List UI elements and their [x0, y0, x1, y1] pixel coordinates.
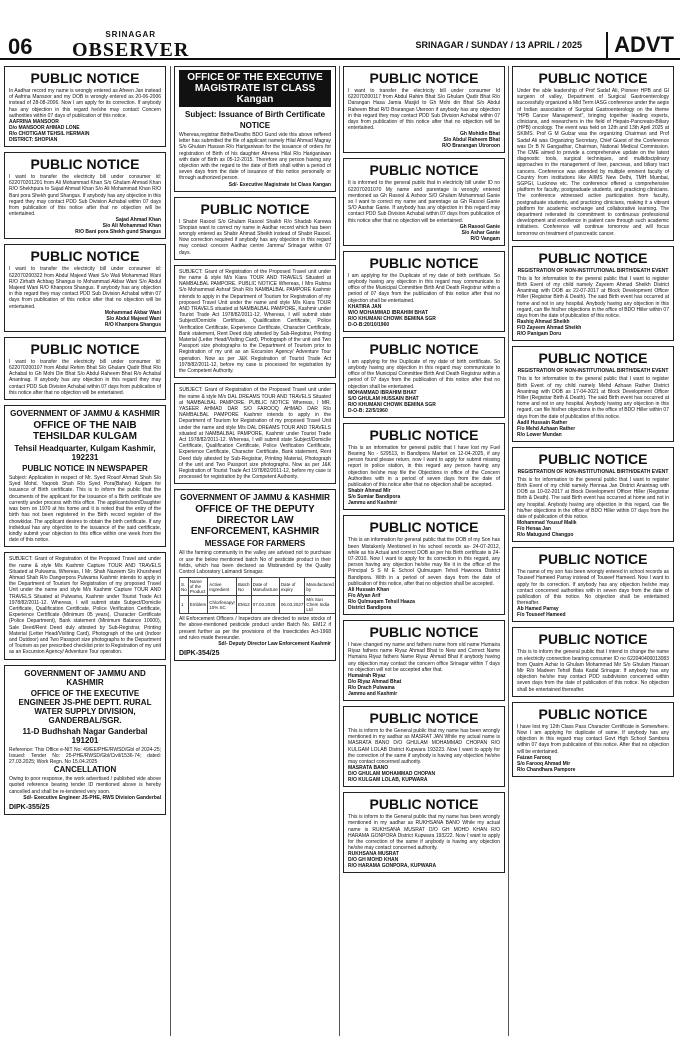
column-2 — [174, 66, 336, 1036]
table-header-cell: S. No — [180, 578, 189, 596]
notice-title: PUBLIC NOTICE — [538, 450, 648, 467]
table-header-cell: Active Ingredient — [208, 578, 237, 596]
notice-title: PUBLIC NOTICE — [369, 709, 479, 726]
masthead — [0, 0, 680, 60]
table-cell: Emblem — [188, 596, 208, 614]
notice-title: PUBLIC NOTICE — [369, 519, 479, 536]
pesticide-table — [179, 577, 336, 614]
notice-body: The name of my son has been wrongly entered in school records as Touseef Hameed Parray instead of Touseef Hameed. Now I want to apply for its correction. If anybody has any objection he/she may contact concerned authorities with in seven days from the date of publication of this notice. No objection shall be entertained thereafter. — [517, 569, 669, 607]
notice-body: I want to transfer the electricity bill under consumer Id 622070200117 from Abdul Rahim Bhat S/o Ghulam Qadir Bhat R/o Darangan Hasa Jamia Masjid to Gh Mohi din Bhat S/o Abdul Raheem Bhat R/O Brarangan Uteroon if anybody has any objection in this regard they may contact PDD Sub Division Achabal within 07 days from publication of this notice after that no objection will be entertained. — [348, 88, 500, 132]
notice-subtitle: REGISTRATION OF NON-INSTITUTIONAL BIRTH/DEATH EVENT — [517, 267, 669, 274]
notice-signature: RUKHSANA MUSRAT D/O GH MOHD KHAN R/O HARAMA GONPORA, KUPWARA — [348, 851, 437, 870]
notice-header: GOVERNMENT OF JAMMU AND KASHMIR — [24, 668, 146, 687]
table-header-row — [180, 578, 336, 596]
notice-body: SUBJECT: Grant of Registration of the Proposed Travel unit under the name & style M/s DAL DREAMS TOUR AND TRAVELS Situated at NAMBALBAL PAMPORE. PUBLIC NOTICE Whereas, I MR. YASEER AHMAD DAR S/O FAROOQ AHMAD DAR R/o NAMBALBAL PAMPORE Kashmir intends to apply in the Department of Tourism for Registration of my proposed Travel Unit under the name and style M/s DAL DREAMS TOUR AND TRAVELS situated at NAMBALBAL PAMPORE, Kashmir under Tourist Trade Act 1978/82/2011-12. Whereas, I will submit state Subject/Domicile Certificate, Qualification Certificate, Police Verification Certificate, Experience Certificate, Character Certificate, Bank statement, Rent Deed duly attested by Sub-Registrar, Printing Material, Photograph of the unit and Two Passport size photographs. Now as per J&K Registration of Tourist Trade Act 1978/82/2011-12, before my case is processed for registration by the Competent Authority. — [179, 387, 331, 481]
notice-body: SUBJECT: Grant of Registration of the Proposed Travel and under the name & style M/s Kashmir Capture TOUR AND TRAVELS Situated at Pulwama. Whereas, I Mr. Shah Nazeem S/o Khursheed Ahmad Shah R/o Dangerpora Pulwama Kashmir intends to apply in the Department of Tourism for Registration of my proposed Travel Unit under the name and style M/s Kashmir Capture TOUR AND TRAVELS Situated at Pulwama, Kashmir under Tourist Trade Act 1978/82/2011-12. Whereas, I will submit state Subject/Domicile Certificate, Qualification Certificate, Police Verification Certificate, Experience Certificate (Minimum 05 years), Character Certificate (Police Department), Bank statement (Minimum Balance 10000), Sale Deed/Rent Deed duly attested by Sub-Registrar, Printing Material (Letter Head/Visiting Card), Photograph of the unit (Indoor and Outdoor) and Two Passport size photographs to the Department of Tourism as per prescribed checklist prior to Registration of my unit as an Excursion Agency/ Adventure Tour operation. — [9, 556, 161, 656]
magistrate-notice — [174, 66, 336, 192]
travel-registration-notice — [174, 383, 336, 484]
office-name: OFFICE OF THE EXECUTIVE ENGINEER JS-PHE DEPTT. RURAL WATER SUPPLY DIVISION, GANDERBAL/SGR. — [18, 688, 152, 725]
notice-body: This is for information to the general public that I want to register Birth Event of my child namely Zayeem Ahmad Sheikh District Anantnag with DOB as 22-07-2017 at Block Development Officer Hiller (Registrar Birth & Death). The said Birth event has occurred at home and not in any hospital. Anybody having any objection in this regard, can file his/her objections in the office of BDO Hiller within 07 days from the date of publication of this notice. — [517, 275, 669, 320]
column-divider — [170, 66, 171, 1036]
notice-subtitle: REGISTRATION OF NON-INSTITUTIONAL BIRTH/DEATH EVENT — [517, 368, 669, 375]
office-address: Tehsil Headquarter, Kulgam Kashmir, 192231 — [14, 444, 156, 463]
table-cell: Chlorfenapyr 10% SC — [208, 596, 237, 614]
notice-body: SUBJECT: Grant of Registration of the Proposed Travel unit under the name & style M/s Kiara TOUR AND TRAVELS Situated at NAMBALBAL PAMPORE. PUBLIC NOTICE Whereas, I Mrs Rubina S/o Mohammad Ashraf Shah R/o NAMBALBAL PAMPORE Kashmir intends to apply in the Department of Tourism for Registration of my proposed Travel Unit under the name and style M/s Kiara TOUR AND TRAVELS situated at NAMBALBAL PAMPORE, Kashmir under Tourist Trade Act 1978/82/2011-12. Whereas, I will submit state Subject/Domicile Certificate, Qualification Certificate, Police Verification Certificate, Experience Certificate, Character Certificate, Bank statement, Rent Deed duly attested by Sub-Registrar, Printing Material (Letter Head/Visiting Card), Photograph of the unit and Two Passport size photographs to the Department of Tourism prior to Registration of my unit as an Excursion Agency/ Adventure Tour operation. Now as per J&K Registration of Tourist Trade Act 1978/82/2011-12, before my case is processed for registration by the Competent Authority. — [179, 268, 331, 375]
public-notice — [512, 246, 674, 341]
office-name: OFFICE OF THE DEPUTY DIRECTOR LAW ENFORCEMENT, KASHMIR — [190, 504, 320, 538]
notice-body: This is for information to the general public that I want to register Birth Event of my child namely Hennaa Jan District Anantnag with DOB as 10-02-2017 at Block Development Officer Hiller (Registrar Birth & Death). The said Birth event has occurred at home and not in any hospital. Anybody having any objection in this regard, can file his/her objections in the office of BDO Hiller within 07 days from the date of publication of this notice. — [517, 476, 669, 520]
table-header-cell: Date of Manufacture — [251, 578, 279, 596]
office-name: OFFICE OF THE EXECUTIVE MAGISTRATE IST CLASS Kangan — [179, 70, 331, 107]
notice-signature: Sd/- Executive Engineer JS-PHE, RWS Division Ganderbal — [23, 794, 161, 801]
notice-title: PUBLIC NOTICE — [538, 70, 648, 86]
notice-signature: MOHAMMAD IBRAHIM BHAT S/O GHULAM HUSSAIN BHAT R/O KHUMANI CHOWK BEMINA SGR D-O-B: 22/5/1960 — [348, 389, 436, 414]
column-divider — [508, 66, 509, 1036]
public-notice — [343, 251, 505, 332]
notice-body: This is an information for general public that the DOB of my Son has been Mistakenly Mentioned in his school records as- 24-07-2012, while as his Actual and correct DOB as per his Birth certificate is 24-07-2010. Now I want to apply for its correction in this regard, any person having any objection he/she may file it in the office of the Principal S S M E School Qulmuqam Tehsil Hawoora District Bandipora. With in a period of seven days from the date of publication of this notice, after that no objection shall be accepted. — [348, 537, 500, 587]
notice-body: This is inform to the General public that my name has been wrongly mentioned in my aadhar as RUKHSANA BANO While my actual name is RUKHSANA MUSRAT D/O GH MOHD KHAN R/O HARAMA GONPORA District Kupwara 193222. Now I want to apply for the correction of the same if anybody is having any objection he/she may contact concerned authority. — [348, 814, 500, 852]
notice-signature: Shabir Ahmad Mir S/o Sumiar Bandipora Jammu and Kashmir — [348, 488, 401, 507]
notice-signature: Ab Hamed Parray F/o Touseef Hameed — [517, 606, 566, 619]
notice-signature: Humairah Riyaz D/o Riyaz Ahmad Bhat R/o Drach Pulwama Jammu and Kashmir — [348, 672, 402, 697]
public-notice — [343, 792, 505, 873]
notice-signature: Rashiq Ahmad Sheikh F/O Zayeem Ahmad Sheikh R/O Panigam Doru — [517, 319, 582, 338]
notice-body: I Shabir Rasool S/o Ghulam Rasool Shaikh R/o Shadab Karewa Shopian want to correct my name in Aadhar record which has been wrongly entered as Shabir Ahmad Sheikh instead of Shabir Rasool. Now correction required if anybody has any objection in this regard may contact concern Aadhar centre Jammu/ Srinagar within 07 days. — [179, 218, 331, 256]
table-row — [180, 596, 336, 614]
notice-body: Owing to poor response, the work advertised / published vide above quoted reference bearing tender ID mentioned above is hereby cancelled and shall be re-tendered very soon. — [9, 776, 161, 795]
notice-body: It is informed to the general public that in electricity bill under ID no 622070201070 My name and parentage is wrongly entered mentioned as Gh Rasool & Ashoor S/O Ghulam Mohammad Ganie so I want to correct my name and parentage as Gh Rasool Ganie S/O Aashar Ganie. If anybody has any objection in this regard may contact PDD Sub Division Achabal within 07 days from publication of this notice after that no objection will be entertained. — [348, 180, 500, 224]
notice-body: I want to transfer the electricity bill under consumer id: 622070201201 from Ali Mohammad Khan S/o Ghulam Ahmad Khan R/O Shekhpura to Sajad Ahmad Khan S/o Ali Mohammad Khan R/O Bani pora Shekh gund Shangus. If anybody has any objection in this regard they may contact PDD Sub Division Achabal within 07 days from publication of this notice after that no objection will be entertained. — [9, 174, 161, 218]
notice-signature: Mohammad Yousuf Malik F/o Henaa Jan R/o Matugund Changpo — [517, 520, 577, 539]
notice-body: All the farming community in the valley are advised not to purchase or use the below mentioned batch No of pesticide product in their fields, which has been declared as Misbranded by the Quality Control Laboratory Lalmandi Srinagar. — [179, 550, 331, 575]
column-divider — [339, 66, 340, 1036]
table-cell: 1 — [180, 596, 189, 614]
public-notice — [343, 515, 505, 615]
section-label: ADVT — [606, 32, 674, 58]
notice-body: I want to transfer the electricity bill under consumer id: 622070200107 from Abdul Rehim Bhat S/o Ghulam Qadir Bhat R/o Achabal to Gh Mohi Din Bhat S/o Abdul Raheem Bhat R/o Achabal Anantnag. If anybody has any objection in this regard they may contact PDD Sub Division Achabal within 07 days from publication of this notice after that no objection will be entertained. — [9, 358, 161, 396]
notice-body: All Enforcement Officers / Inspectors are directed to seize stocks of the above-mentioned pesticide product under Batch No. EM12 if present further as per the provisions of the Insecticides Act-1968 and rules made thereunder. — [179, 616, 331, 641]
notice-body: This is inform to the General public that my name has been wrongly mentioned in my aadhar as MASRAT JAN While my actual name is MASRATA BANO D/O GHULAM MOHAMMAD CHOPAN R/O KULGAM LOLAB District Kupwara 193223. Now I want to apply for the correction of the same if anybody is having any objection he/she may contact concerned authority. — [348, 727, 500, 765]
notice-signature: KHATIRA JAN W/O MOHAMMAD IBRAHIM BHAT R/O KHUMANI CHOWK BEMINA SGR D-O-B:20/10/1960 — [348, 303, 436, 328]
notice-signature: Sd/- Executive Magistrate Ist Class Kangan — [228, 181, 331, 188]
dipk-number: DIPK-354/25 — [179, 649, 220, 657]
notice-signature: Ali Hussain Khan F/o Afyan Arif R/o Qulmuqam Tehsil Haaza District Bandipora — [348, 586, 415, 611]
notice-title: PUBLIC NOTICE — [369, 426, 479, 443]
office-address: 11-D Budhshah Nagar Ganderbal 191201 — [22, 726, 148, 745]
travel-registration-notice — [174, 265, 336, 378]
government-notice — [4, 665, 166, 815]
logo-city: SRINAGAR — [105, 30, 156, 39]
notice-reference: Reference: This Office e-NIT No: 49/EE/PHE/RWSD/Gbl of 2024-25; Issued: Tender No: 25-PHE/RWSD/Gbl/Civil/1536-74; dated: 27.03.2025; Work Regn. No 15.04.2025 — [9, 746, 161, 765]
notice-title: PUBLIC NOTICE — [30, 156, 140, 173]
notice-title: PUBLIC NOTICE — [30, 340, 140, 357]
notice-signature: Sd/- Deputy Director Law Enforcement Kashmir — [218, 640, 331, 647]
public-notice — [512, 66, 674, 241]
public-notice — [4, 66, 166, 147]
notice-signature: Sajad Ahmad Khan S/o Ali Mohammad Khan R/O Bani pora Shekh gund Shangus — [75, 217, 161, 236]
notice-title: PUBLIC NOTICE — [369, 254, 479, 271]
notice-signature: Aadil Hussain Rather F/o Mehd Azhaan Rather R/o Lower Mundan — [517, 419, 576, 438]
notice-title: PUBLIC NOTICE — [538, 350, 648, 367]
notice-signature: AAFRINA MANSOOR D/o MANSOOR AHMAD LONE R/o CHOTIGAM TEHSIL HERMAIN DISTRICT: SHOPIAN — [9, 119, 90, 144]
public-notice — [343, 158, 505, 245]
public-notice — [512, 702, 674, 777]
table-header-cell: Date of expiry — [279, 578, 305, 596]
newspaper-logo — [72, 30, 189, 62]
notice-header: GOVERNMENT OF JAMMU & KASHMIR — [10, 409, 160, 419]
notice-body: I am applying for the Duplicate of my date of birth certificate. So anybody having any objection in this regard may communicate to office of the Municipal Committee Birth And Death Registrar within a period of 07 days from the publication of this notice after that no objection shall be entertained. — [348, 272, 500, 304]
notice-title: PUBLIC NOTICE — [538, 551, 648, 568]
notice-title: PUBLIC NOTICE — [369, 623, 479, 640]
public-notice — [343, 620, 505, 701]
notice-subject: Subject: Issuance of Birth Certificate — [184, 110, 326, 119]
public-notice — [174, 197, 336, 260]
column-4 — [512, 66, 674, 1036]
table-cell: 07.03.2025 — [251, 596, 279, 614]
notice-title: PUBLIC NOTICE — [538, 249, 648, 266]
government-notice — [4, 405, 166, 547]
dateline: SRINAGAR / SUNDAY / 13 APRIL / 2025 — [415, 40, 582, 50]
notice-body: I have changed my name and fathers name from old name Humaira Riyaz fathers name Riyaz Ahmad Bhat to New and Correct Name Humaira Riyaz fathers Name Riyaz Ahmad Bhat if anybody having any objection may contact the concern office Srinagar within 7 days no objection will not be accepted after that. — [348, 641, 500, 673]
public-notice — [4, 337, 166, 400]
logo-name: OBSERVER — [72, 39, 190, 61]
public-notice — [343, 66, 505, 153]
notice-title: PUBLIC NOTICE — [369, 796, 479, 813]
column-1 — [4, 66, 166, 1036]
table-cell: M/s Sun Chem India Ltd — [305, 596, 336, 614]
travel-registration-notice — [4, 552, 166, 659]
notice-title: PUBLIC NOTICE — [30, 248, 140, 265]
notice-signature: MASRATA BANO D/O GHULAM MOHAMMAD CHOPAN R/O KULGAM LOLAB, KUPWARA — [348, 765, 436, 784]
public-notice — [512, 547, 674, 622]
notice-body: Under the able leadership of Prof Sadaf Ali, Pioneer HPB and GI surgeon of valley, Department of Surgical Gastroenterology successfully organized a Mid Term IASG conference under the aegis of Indian association of Surgical Gastroenterology on the theme "HPB Cancer Management", bringing together leading experts, clinicians, and researchers in the field of Hepato-Pancreato-Biliary (HPB) oncology. The event was held on 12th and 13th April 2025 at SKIMS. Prof G M Gulzar was the organizing Chairman and Prof Sadaf Ali was Organizing Secretary, Chief Guest of the Conference was Dr B N Gangadhar, Chairman, National Medical Commission. The CME aimed to provide a comprehensive update on the latest diagnostic tools, surgical techniques, and multidisciplinary approaches in the management of liver, pancreas, and biliary tract cancers. Conference was attended by multiple eminent faculty of Country from institutions like AIIMS New Delhi, TMH Mumbai, SGPGI, Lucknow etc. The conference offered a comprehensive platform for faculty, postgraduate students, and practicing clinicians. The conference witnessed active participation from faculty, postgraduate students, and practicing clinicians, making it a vibrant platform for academic exchange and collaborative learning. The department reiterated its commitment to continuous professional development and excellence in patient care through such academic initiatives. Conference will continue tomorrow and will focus tomorrow on treatment of pancreatic cancer. — [517, 88, 669, 237]
notice-title: PUBLIC NOTICE — [30, 70, 140, 86]
notice-signature: Mohammad Akbar Wani S/o Abdul Majeed Wani R/O Khanpora Shangus — [104, 309, 161, 328]
notice-body: This is for information to the general public that I want to register Birth Event of my child namely Mehd Azhaan Rather District Anantnag with DOB as 17-04-2021 at Block Development Officer Hiller (Registrar Birth & Death). The said Birth event has occurred at home and not in any hospital. Anybody having any objection in this regard, can file his/her objections in the office of BDO Hiller within 07 days from the date of publication of this notice. — [517, 376, 669, 420]
table-header-cell: Batch No — [237, 578, 252, 596]
notice-title: PUBLIC NOTICE — [200, 200, 310, 217]
notice-body: I have lost my 12th Class Pass Character Certificate in Somewhere. Now I am applying for duplicate of same. If anybody has any objection in this regard may contact Govt High School Sambora within 07 days from publication of this notice. After that no objection will be entertained. — [517, 723, 669, 755]
notice-signature: Gh Rasool Ganie S/o Ashar Ganie R/O Vangam — [459, 223, 500, 242]
notice-title: PUBLIC NOTICE — [538, 631, 648, 648]
public-notice — [512, 447, 674, 542]
public-notice — [512, 346, 674, 441]
table-header-cell: Name of the Product — [188, 578, 208, 596]
notice-body: I want to transfer the electricity bill under consumer id: 622070200322 from Abdul Majeed Wani S/o Wali Mohammad Wani R/O Zirhath Achbag Shangus to Mohammad Akbar Wani S/o Abdul Majeed Wani R/O Khanpora Shangus. If anybody has any objection in this regard they may contact PDD Sub Division Achabal within 07 days from publication of this notice after that no objection will be entertained. — [9, 266, 161, 310]
page-number: 06 — [8, 34, 33, 59]
table-cell: 06.03.2027 — [279, 596, 305, 614]
notice-body: In Aadhar record my name is wrongly entered as Afreen Jan instead of Aafrina Mansoor and my DOB is wrongly entered as 20-06-2006 instead of 28-08-2006. Now I am apply for its correction. If anybody has any objection in this regard he/she may contact Concern authorities within 07 days of publication of this notice. — [9, 88, 161, 119]
notice-subtitle: CANCELLATION — [53, 765, 117, 775]
notice-title: PUBLIC NOTICE — [369, 340, 479, 357]
notice-body: I am applying for the Duplicate of my date of birth certificate. So anybody having any objection in this regard may communicate to office of the Municipal Committee Birth And Death Registrar within a period of 07 days from the publication of this notice after that no objection shall be entertained. — [348, 358, 500, 390]
notice-body: Subject: Application in respect of Mr. Syed Rouof Ahmad Shah S/o Syed Mohd. Yaqoob Shah R/o Syed Pora(Bahar) Kulgam for issuance of Birth certificate. This is to inform the public that the documents of the applicant for the issuance of a Birth certificate are currently under process with this office. The applicants/son/Daughter was born on 1970 at his home and it is noted that the entry of the birth has not been registered in the Birth record register of the chowkidar. The applicant desires to obtain the birth certificate. If any individual has any objection to the issuance of the said certificate, kindly submit your objection to this office within one week from the date of this notice. — [9, 475, 161, 544]
notice-subtitle: MESSAGE FOR FARMERS — [204, 539, 306, 549]
notice-body: Whereas,registrar Birthe/Deaths BDO Gund vide this above reffered letter has submitted the file of applicant namely Hilal Ahmad Magray S/o Ghulam Hassan R/o Hariganiwan for the issuance of orders for registration of Birth of his daughter Afreena Hilal R/o Hariganiwan with date of Birth as 05-12-2015. Therefore any person having any objection with the regard to the date of Birth shall within a period of seven days from the date of issuance of this notice personally or through authorized person. — [179, 132, 331, 182]
public-notice — [4, 244, 166, 331]
notice-title: PUBLIC NOTICE — [369, 162, 479, 179]
column-3 — [343, 66, 505, 1036]
public-notice — [343, 423, 505, 510]
notice-body: This is an information for general public that I have lost my Fuel Bearing No - 529513, in Bandipora Market on 12-04-2025, if any person found please return, now I want to apply for submit missing report in police station, in this regard any person having any objection he/she may file the Objections in office of the Concern Authorities with in a period of seven days from the date of publication of this notice after that no objection shall be accepted. — [348, 444, 500, 489]
government-notice — [174, 489, 336, 661]
dipk-number: DIPK-355/25 — [9, 803, 50, 811]
notice-signature: Faizan Farooq S/o Farooq Ahmad Mir R/o Chandhara Pampore — [517, 754, 576, 773]
public-notice — [512, 627, 674, 696]
public-notice — [343, 706, 505, 787]
notice-title: PUBLIC NOTICE — [538, 705, 648, 722]
notice-body: This is to inform the general public that I intend to change the name on electricity connection bearing consumer ID no 622040400013083 from Qasim Azhar to Ghulam Mohammad Mir S/o Ghulam Hassan Mir R/o Madeen Tehsil Bata Kadal Srinagar. If anybody has any objection he/she may contact PDD subdivision concerned within seven days from the date of publication of this notice. No objection shall be entertained thereafter. — [517, 649, 669, 693]
public-notice — [343, 337, 505, 418]
notice-subtitle: NOTICE — [239, 121, 271, 130]
notice-subtitle: REGISTRATION OF NON-INSTITUTIONAL BIRTH/DEATH EVENT — [517, 468, 669, 475]
table-cell: EM12 — [237, 596, 252, 614]
notice-header: GOVERNMENT OF JAMMU & KASHMIR — [180, 493, 330, 503]
office-name: OFFICE OF THE NAIB TEHSILDAR KULGAM — [33, 420, 137, 443]
notice-title: PUBLIC NOTICE — [369, 70, 479, 86]
public-notice — [4, 152, 166, 239]
table-header-cell: Manufactured by — [305, 578, 336, 596]
notice-signature: Gh Mohidin Bhat S/o Abdul Raheem Bhat R/O Brarangan Utroroon — [441, 131, 500, 150]
notice-subtitle: PUBLIC NOTICE IN NEWSPAPER — [22, 464, 148, 474]
